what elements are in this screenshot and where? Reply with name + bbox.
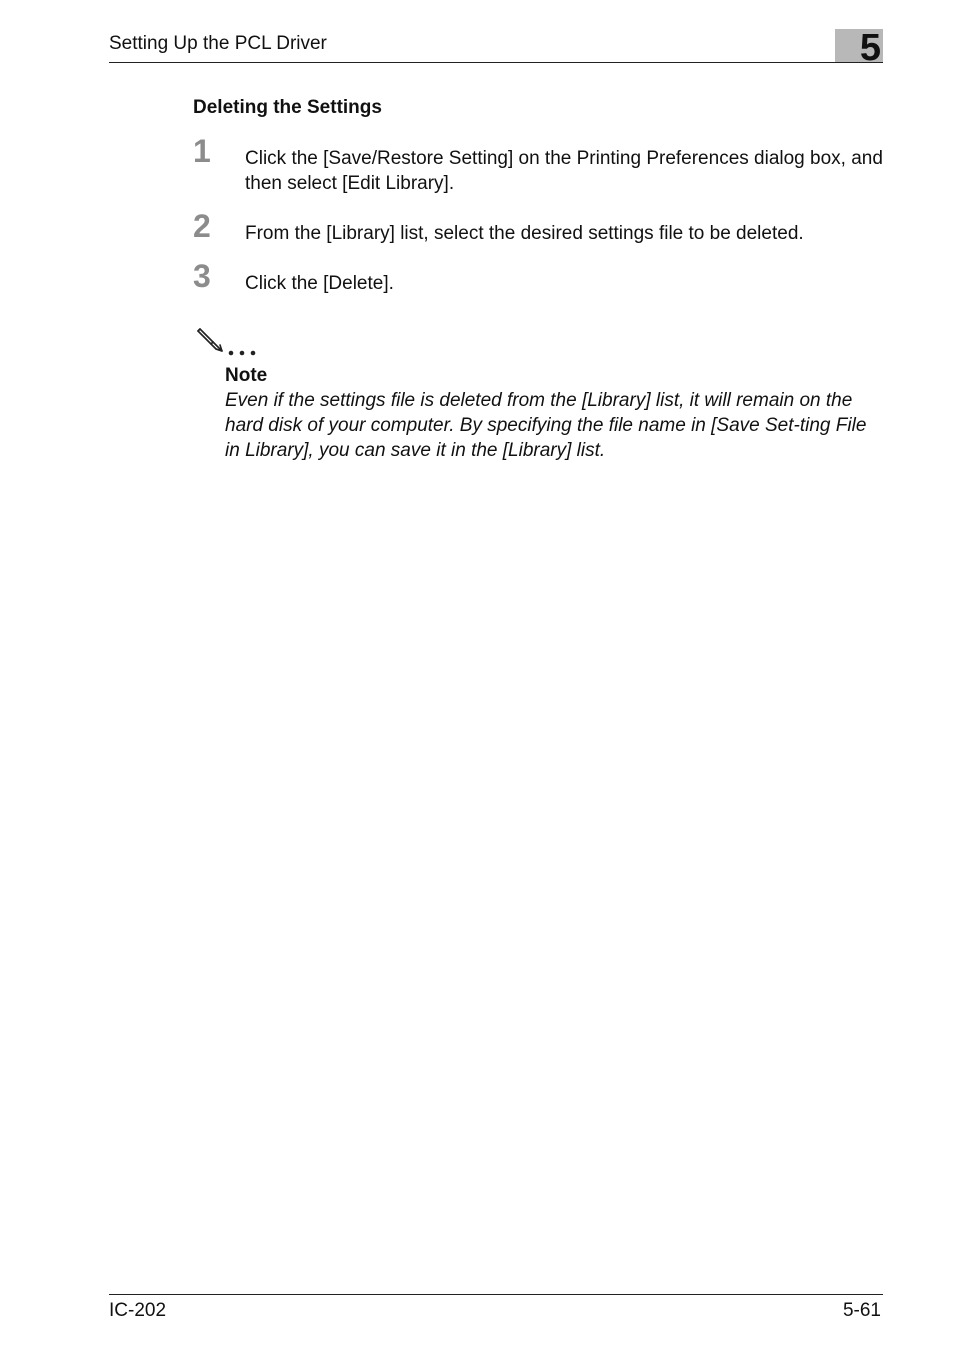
step-text: Click the [Save/Restore Setting] on the Printing Preferences dialog box, and then select [Edit Library].: [245, 148, 883, 194]
header-rule: [109, 62, 883, 63]
header-title: Setting Up the PCL Driver: [109, 33, 327, 54]
step-text: Click the [Delete].: [245, 273, 394, 294]
footer-page-number: 5-61: [842, 1300, 881, 1321]
footer-rule: [109, 1294, 883, 1295]
section-heading: Deleting the Settings: [193, 97, 382, 118]
chapter-number: 5: [859, 27, 881, 69]
note-label: Note: [225, 365, 268, 386]
step-text: From the [Library] list, select the desired settings file to be deleted.: [245, 223, 804, 244]
step-number: 1: [193, 133, 211, 169]
step-number: 2: [193, 208, 211, 244]
step-number: 3: [193, 258, 211, 294]
footer-model: IC-202: [109, 1300, 167, 1321]
chapter-tab: [835, 27, 883, 69]
note-text: Even if the settings file is deleted from the [Library] list, it will remain on the hard disk of your computer. By specifying the file name in [Save Set-ting File in Library], you can save it in the [Library] list.: [225, 390, 867, 461]
pencil-note-icon: [196, 325, 260, 357]
